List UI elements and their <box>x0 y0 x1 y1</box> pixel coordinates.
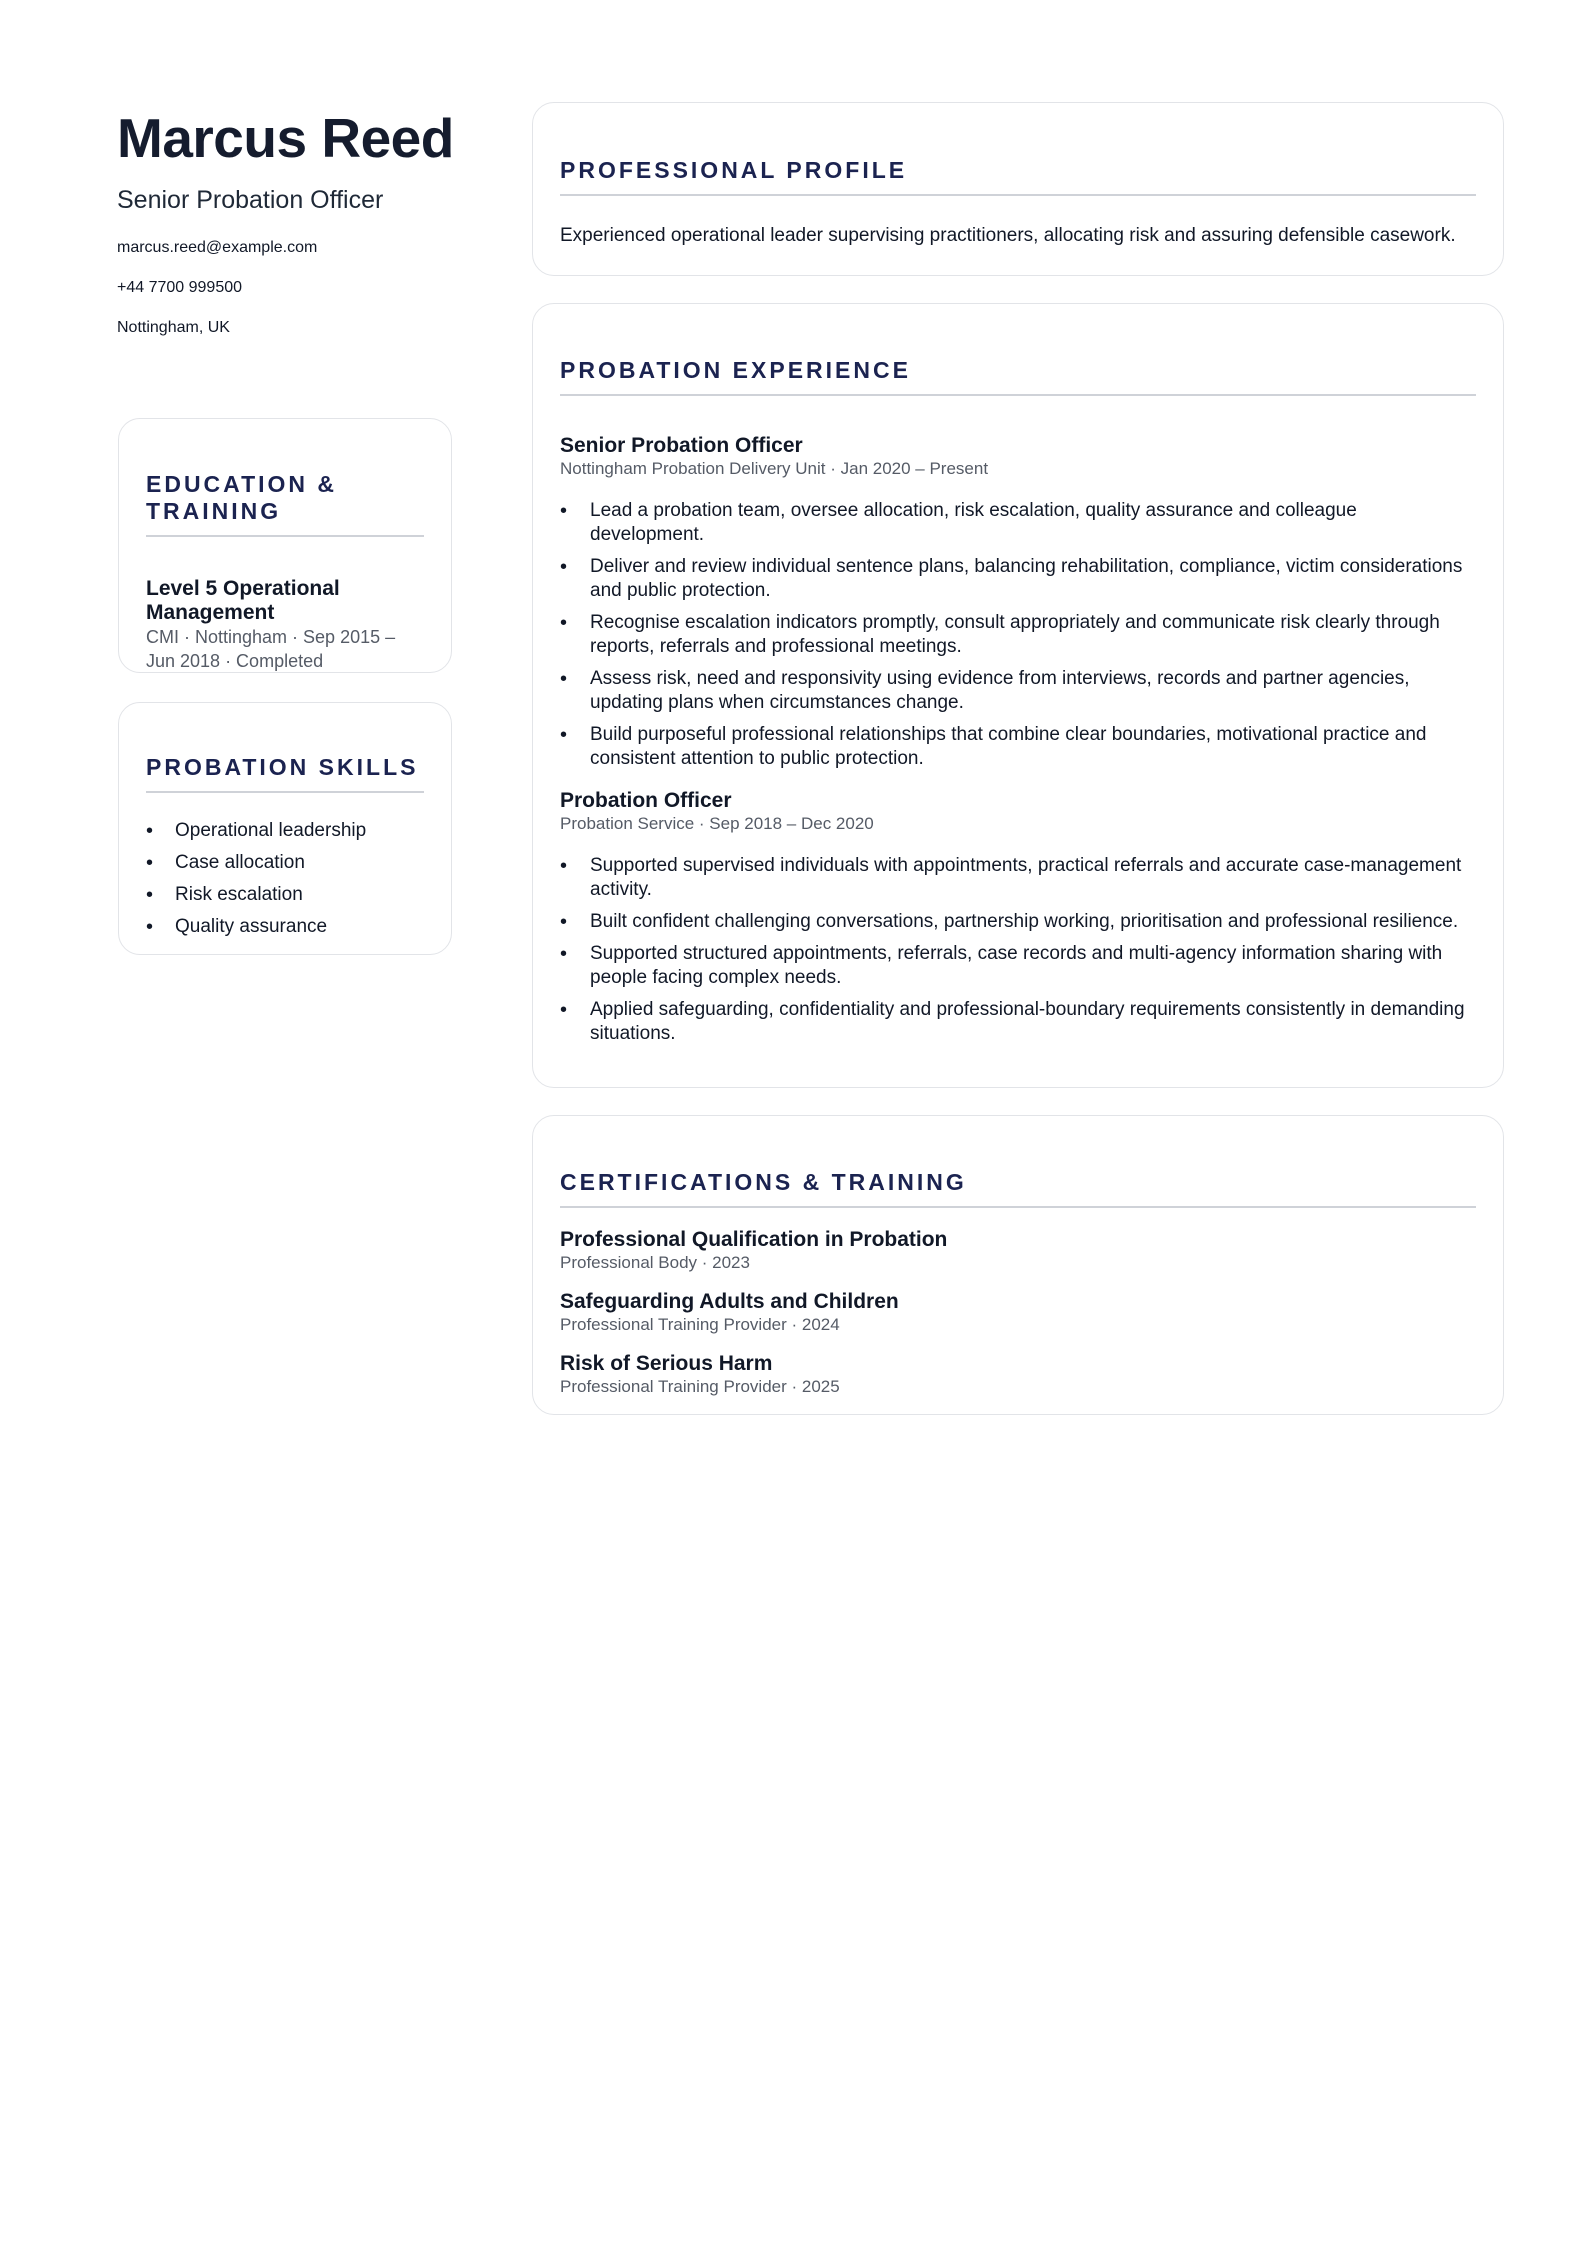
skills-section-title: PROBATION SKILLS <box>146 754 419 780</box>
profile-section <box>532 102 1504 276</box>
job-bullet: • Supported supervised individuals with appointments, practical referrals and accurate case-management activity. <box>560 854 1476 902</box>
job-entry <box>560 434 1476 771</box>
skills-list <box>146 819 424 939</box>
job-bullet: • Recognise escalation indicators promptly, consult appropriately and communicate risk clearly through reports, referrals and professional meetings. <box>560 611 1476 659</box>
candidate-role: Senior Probation Officer <box>117 186 384 214</box>
section-divider <box>560 194 1476 196</box>
experience-section <box>532 303 1504 1088</box>
certification-item <box>560 1290 1476 1336</box>
section-divider <box>146 791 424 793</box>
certification-title: Safeguarding Adults and Children <box>560 1290 899 1313</box>
sidebar-header <box>117 104 454 338</box>
candidate-name: Marcus Reed <box>117 107 454 169</box>
job-bullet: • Supported structured appointments, referrals, case records and multi-agency information sharing with people facing complex needs. <box>560 942 1476 990</box>
skill-item: • Risk escalation <box>146 883 424 907</box>
job-entry <box>560 789 1476 1046</box>
section-divider <box>560 1206 1476 1208</box>
skill-item: • Case allocation <box>146 851 424 875</box>
job-bullet: • Assess risk, need and responsivity using evidence from interviews, records and partner agencies, updating plans when circumstances change. <box>560 667 1476 715</box>
experience-section-title: PROBATION EXPERIENCE <box>560 357 911 383</box>
certifications-section-title: CERTIFICATIONS & TRAINING <box>560 1169 967 1195</box>
education-section <box>118 418 452 673</box>
education-section-title: EDUCATION & TRAINING <box>146 471 338 524</box>
skill-item: • Quality assurance <box>146 915 424 939</box>
job-meta: Probation Service · Sep 2018 – Dec 2020 <box>560 814 874 833</box>
job-bullets <box>560 499 1476 771</box>
certification-title: Risk of Serious Harm <box>560 1352 773 1375</box>
job-bullet: • Build purposeful professional relationships that combine clear boundaries, motivational practice and consistent attention to public protection. <box>560 723 1476 771</box>
job-title: Senior Probation Officer <box>560 434 803 457</box>
skill-item: • Operational leadership <box>146 819 424 843</box>
job-title: Probation Officer <box>560 789 732 812</box>
certification-item <box>560 1228 1476 1274</box>
section-divider <box>560 394 1476 396</box>
job-bullet: • Applied safeguarding, confidentiality and professional-boundary requirements consistently in demanding situations. <box>560 998 1476 1046</box>
education-item-meta: CMI · Nottingham · Sep 2015 – Jun 2018 · Completed <box>146 627 396 671</box>
profile-section-title: PROFESSIONAL PROFILE <box>560 157 908 183</box>
certifications-section <box>532 1115 1504 1415</box>
certification-meta: Professional Body · 2023 <box>560 1253 750 1272</box>
contact-location: Nottingham, UK <box>117 319 230 336</box>
certification-title: Professional Qualification in Probation <box>560 1228 948 1251</box>
job-bullet: • Built confident challenging conversations, partnership working, prioritisation and professional resilience. <box>560 910 1476 934</box>
certification-meta: Professional Training Provider · 2024 <box>560 1315 840 1334</box>
job-bullet: • Lead a probation team, oversee allocation, risk escalation, quality assurance and colleague development. <box>560 499 1476 547</box>
contact-phone[interactable]: +44 7700 999500 <box>117 279 243 296</box>
certification-meta: Professional Training Provider · 2025 <box>560 1377 840 1396</box>
section-divider <box>146 535 424 537</box>
profile-summary: Experienced operational leader supervising practitioners, allocating risk and assuring defensible casework. <box>560 225 1456 246</box>
job-meta: Nottingham Probation Delivery Unit · Jan 2020 – Present <box>560 459 989 478</box>
education-item-title: Level 5 Operational Management <box>146 577 340 624</box>
skills-section <box>118 702 452 955</box>
certification-item <box>560 1352 1476 1398</box>
job-bullets <box>560 854 1476 1046</box>
job-bullet: • Deliver and review individual sentence plans, balancing rehabilitation, compliance, victim considerations and public protection. <box>560 555 1476 603</box>
contact-email[interactable]: marcus.reed@example.com <box>117 239 318 256</box>
